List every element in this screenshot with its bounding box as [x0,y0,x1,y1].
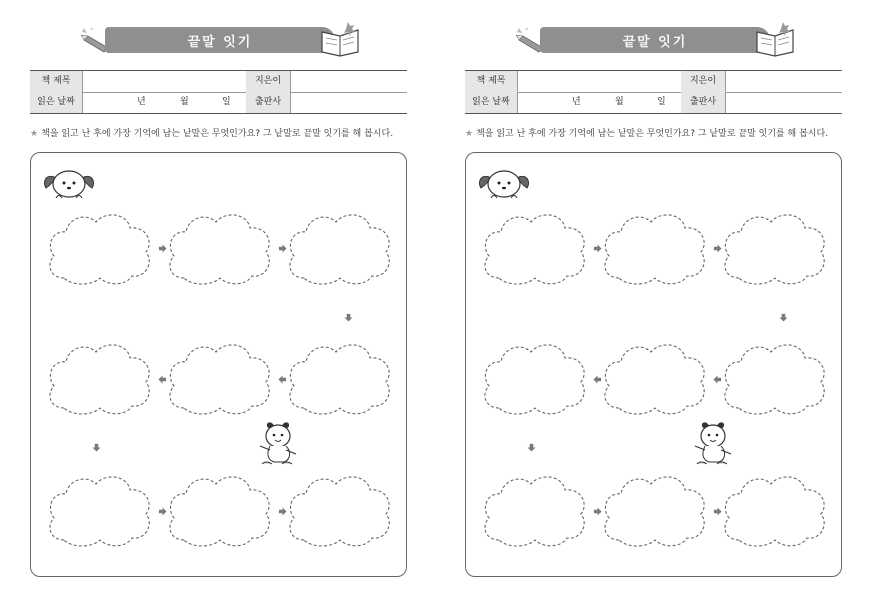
word-cloud-6[interactable] [46,338,154,418]
puppy-mascot [475,168,533,204]
word-cloud-1[interactable] [481,208,589,288]
word-cloud-5[interactable] [166,338,274,418]
arrow-down-icon [779,313,788,322]
instruction-text: 책을 읽고 난 후에 가장 기억에 남는 낱말은 무엇인가요? 그 낱말로 끝말 잇기를 해 봅시다. [476,129,829,139]
date-read-label: 읽은 날짜 [30,92,83,113]
word-cloud-2[interactable] [166,208,274,288]
book-title-field[interactable] [517,71,682,92]
star-bullet-icon: ★ [465,129,474,139]
word-cloud-3[interactable] [721,208,829,288]
dancing-mascot [691,420,735,468]
instruction [465,126,828,139]
book-icon [753,18,797,58]
word-cloud-1[interactable] [46,208,154,288]
title-banner [105,27,335,53]
puppy-mascot [40,168,98,204]
day-label: 일 [657,97,666,107]
word-cloud-6[interactable] [481,338,589,418]
word-cloud-7[interactable] [46,470,154,550]
date-read-field[interactable] [82,92,247,113]
publisher-field[interactable] [290,92,407,113]
year-label: 년 [137,97,146,107]
year-label: 년 [572,97,581,107]
day-label: 일 [222,97,231,107]
book-info-table [465,70,842,114]
word-cloud-9[interactable] [286,470,394,550]
instruction [30,126,393,139]
word-cloud-5[interactable] [601,338,709,418]
star-bullet-icon: ★ [30,129,39,139]
word-cloud-7[interactable] [481,470,589,550]
month-label: 월 [615,97,624,107]
publisher-label: 출판사 [246,92,291,113]
worksheet-page-right [435,0,870,612]
arrow-down-icon [344,313,353,322]
arrow-down-icon [527,443,536,452]
book-info-table [30,70,407,114]
word-cloud-8[interactable] [601,470,709,550]
instruction-text: 책을 읽고 난 후에 가장 기억에 남는 낱말은 무엇인가요? 그 낱말로 끝말 잇기를 해 봅시다. [41,129,394,139]
word-cloud-2[interactable] [601,208,709,288]
word-cloud-4[interactable] [286,338,394,418]
book-title-field[interactable] [82,71,247,92]
publisher-label: 출판사 [681,92,726,113]
book-icon [318,18,362,58]
word-cloud-9[interactable] [721,470,829,550]
page-title: 끝말 잇기 [187,35,253,50]
book-title-label: 책 제목 [30,71,83,92]
dancing-mascot [256,420,300,468]
word-cloud-3[interactable] [286,208,394,288]
arrow-down-icon [92,443,101,452]
word-cloud-8[interactable] [166,470,274,550]
author-label: 지은이 [681,71,726,92]
author-field[interactable] [725,71,842,92]
date-read-field[interactable] [517,92,682,113]
page-title: 끝말 잇기 [622,35,688,50]
date-read-label: 읽은 날짜 [465,92,518,113]
month-label: 월 [180,97,189,107]
book-title-label: 책 제목 [465,71,518,92]
author-field[interactable] [290,71,407,92]
title-banner [540,27,770,53]
author-label: 지은이 [246,71,291,92]
publisher-field[interactable] [725,92,842,113]
word-cloud-4[interactable] [721,338,829,418]
